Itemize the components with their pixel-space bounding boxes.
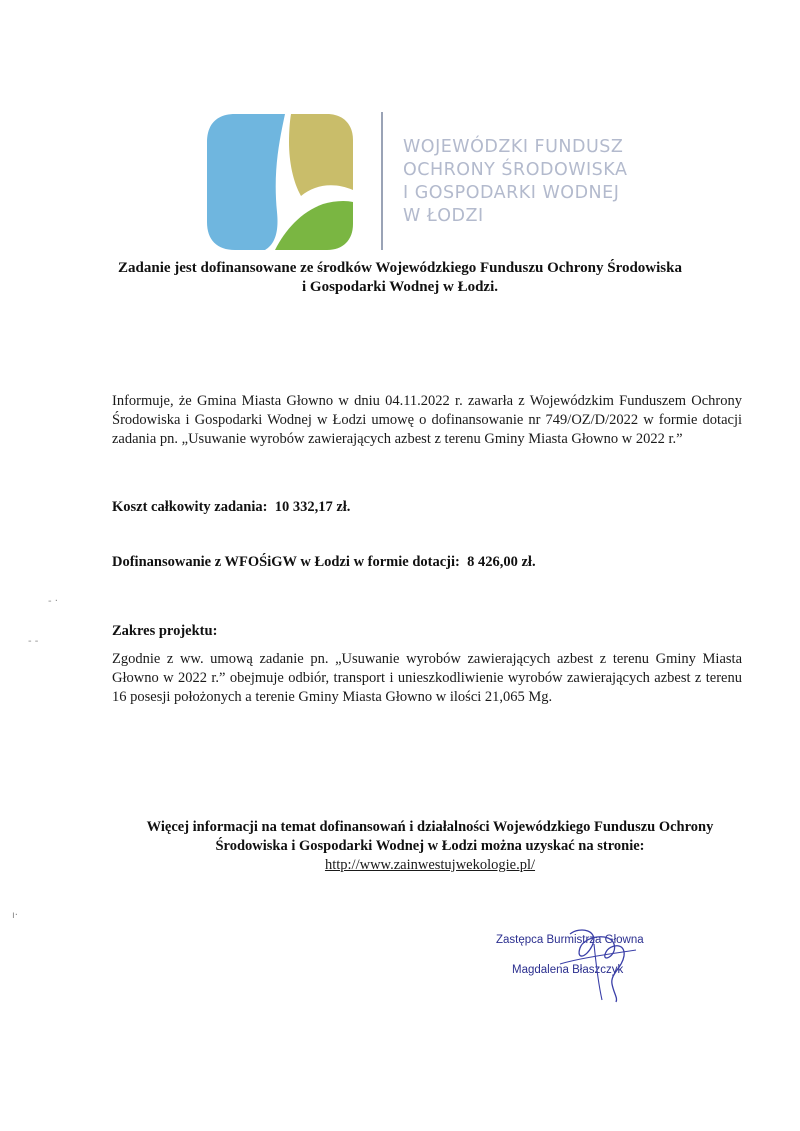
logo-text	[403, 136, 627, 228]
more-info-line-2: Środowiska i Gospodarki Wodnej w Łodzi można uzyskać na stronie:	[215, 838, 645, 854]
more-info-block	[100, 818, 760, 875]
total-cost-value: 10 332,17 zł.	[274, 499, 351, 515]
total-cost-line	[112, 498, 350, 517]
funding-heading	[100, 259, 700, 297]
subsidy-line	[112, 553, 536, 572]
signature-name: Magdalena Błaszczyk	[512, 964, 624, 976]
subsidy-label: Dofinansowanie z WFOŚiGW w Łodzi w formie dotacji:	[112, 554, 460, 570]
funding-heading-line-1: Zadanie jest dofinansowane ze środków Wojewódzkiego Funduszu Ochrony Środowiska	[118, 260, 682, 276]
fund-website-link[interactable]: http://www.zainwestujwekologie.pl/	[324, 857, 536, 873]
funding-heading-line-2: i Gospodarki Wodnej w Łodzi.	[301, 279, 499, 295]
scan-speck: ı·	[12, 910, 18, 921]
scan-speck: - ·	[48, 596, 58, 607]
scope-heading: Zakres projektu:	[112, 623, 218, 639]
more-info-line-1: Więcej informacji na temat dofinansowań i działalności Wojewódzkiego Funduszu Ochrony	[146, 819, 714, 835]
agreement-paragraph: Informuje, że Gmina Miasta Głowno w dniu 04.11.2022 r. zawarła z Wojewódzkim Funduszem Ochrony Środowiska i Gospodarki Wodnej w Łodzi umowę o dofinansowanie nr 749/OZ/D/2022 w formie dotacji zadania pn. „Usuwanie wyrobów zawierających azbest z terenu Gminy Miasta Głowno w 2022 r.”	[112, 393, 742, 447]
signature-block	[490, 930, 670, 1000]
fund-logo-mark-icon	[205, 112, 355, 252]
signature-role: Zastępca Burmistrza Głowna	[496, 934, 644, 946]
handwritten-signature-icon	[540, 924, 650, 1004]
subsidy-value: 8 426,00 zł.	[467, 554, 536, 570]
logo-line-3: I GOSPODARKI WODNEJ	[403, 183, 620, 203]
logo-line-1: WOJEWÓDZKI FUNDUSZ	[403, 137, 624, 157]
scan-speck: - -	[28, 636, 39, 647]
scope-paragraph: Zgodnie z ww. umową zadanie pn. „Usuwanie wyrobów zawierających azbest z terenu Gminy Miasta Głowno w 2022 r.” obejmuje odbiór, transport i unieszkodliwienie wyrobów zawierających azbest z terenu 16 posesji położonych a terenie Gminy Miasta Głowno w ilości 21,065 Mg.	[112, 651, 742, 705]
total-cost-label: Koszt całkowity zadania:	[112, 499, 268, 515]
logo-line-2: OCHRONY ŚRODOWISKA	[403, 160, 628, 180]
logo-line-4: W ŁODZI	[403, 206, 484, 226]
logo-divider	[381, 112, 383, 250]
wfosigw-logo	[205, 112, 665, 252]
